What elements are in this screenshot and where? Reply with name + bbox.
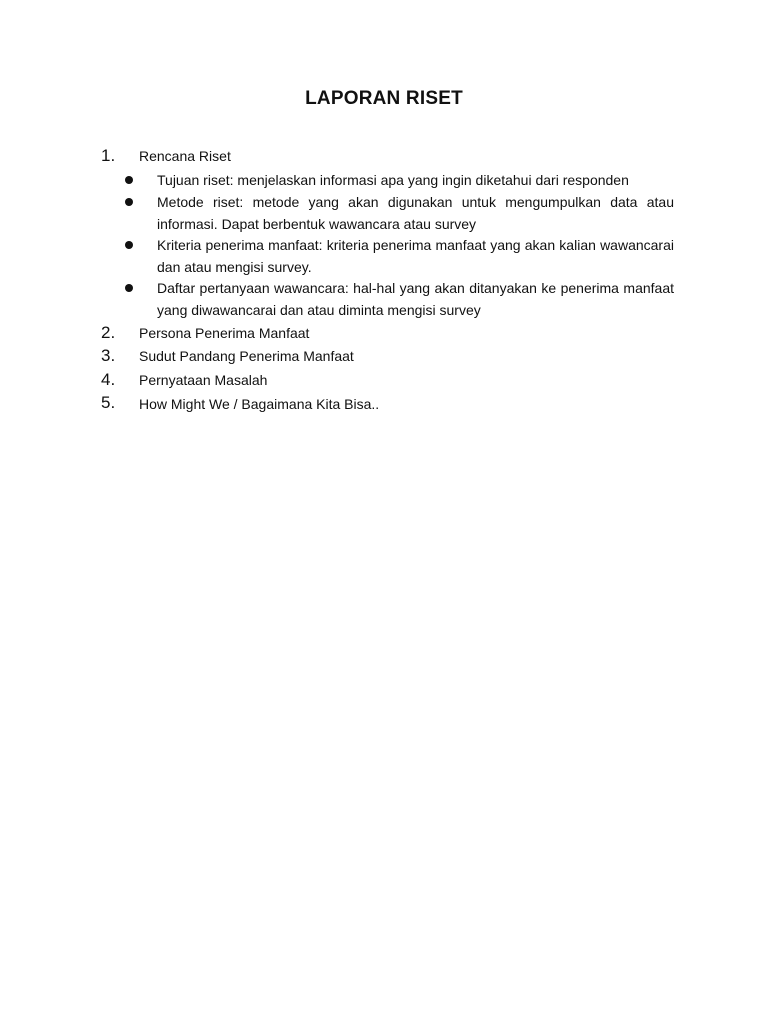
list-number: 3. bbox=[101, 346, 116, 365]
list-number: 1. bbox=[101, 146, 116, 165]
sub-item-text: Tujuan riset: menjelaskan informasi apa yang ingin diketahui dari responden bbox=[157, 172, 629, 188]
bullet-icon bbox=[125, 284, 133, 292]
list-number: 5. bbox=[101, 393, 116, 412]
sub-item-text: Metode riset: metode yang akan digunakan untuk mengumpulkan data atau informasi. Dapat berbentuk wawancara atau survey bbox=[157, 194, 674, 232]
list-item-label: Persona Penerima Manfaat bbox=[139, 325, 310, 341]
bullet-icon bbox=[125, 176, 133, 184]
bullet-icon bbox=[125, 241, 133, 249]
document-title: LAPORAN RISET bbox=[305, 88, 463, 109]
sub-item-text: Daftar pertanyaan wawancara: hal-hal yang akan ditanyakan ke penerima manfaat yang diwawancarai dan atau diminta mengisi survey bbox=[157, 280, 674, 318]
sub-item-text: Kriteria penerima manfaat: kriteria penerima manfaat yang akan kalian wawancarai dan atau mengisi survey. bbox=[157, 237, 674, 275]
list-number: 2. bbox=[101, 323, 116, 342]
bullet-icon bbox=[125, 198, 133, 206]
list-item-label: Pernyataan Masalah bbox=[139, 372, 268, 388]
list-item-label: Sudut Pandang Penerima Manfaat bbox=[139, 348, 354, 364]
list-item-label: Rencana Riset bbox=[139, 148, 231, 164]
list-number: 4. bbox=[101, 370, 116, 389]
list-item-label: How Might We / Bagaimana Kita Bisa.. bbox=[139, 396, 380, 412]
